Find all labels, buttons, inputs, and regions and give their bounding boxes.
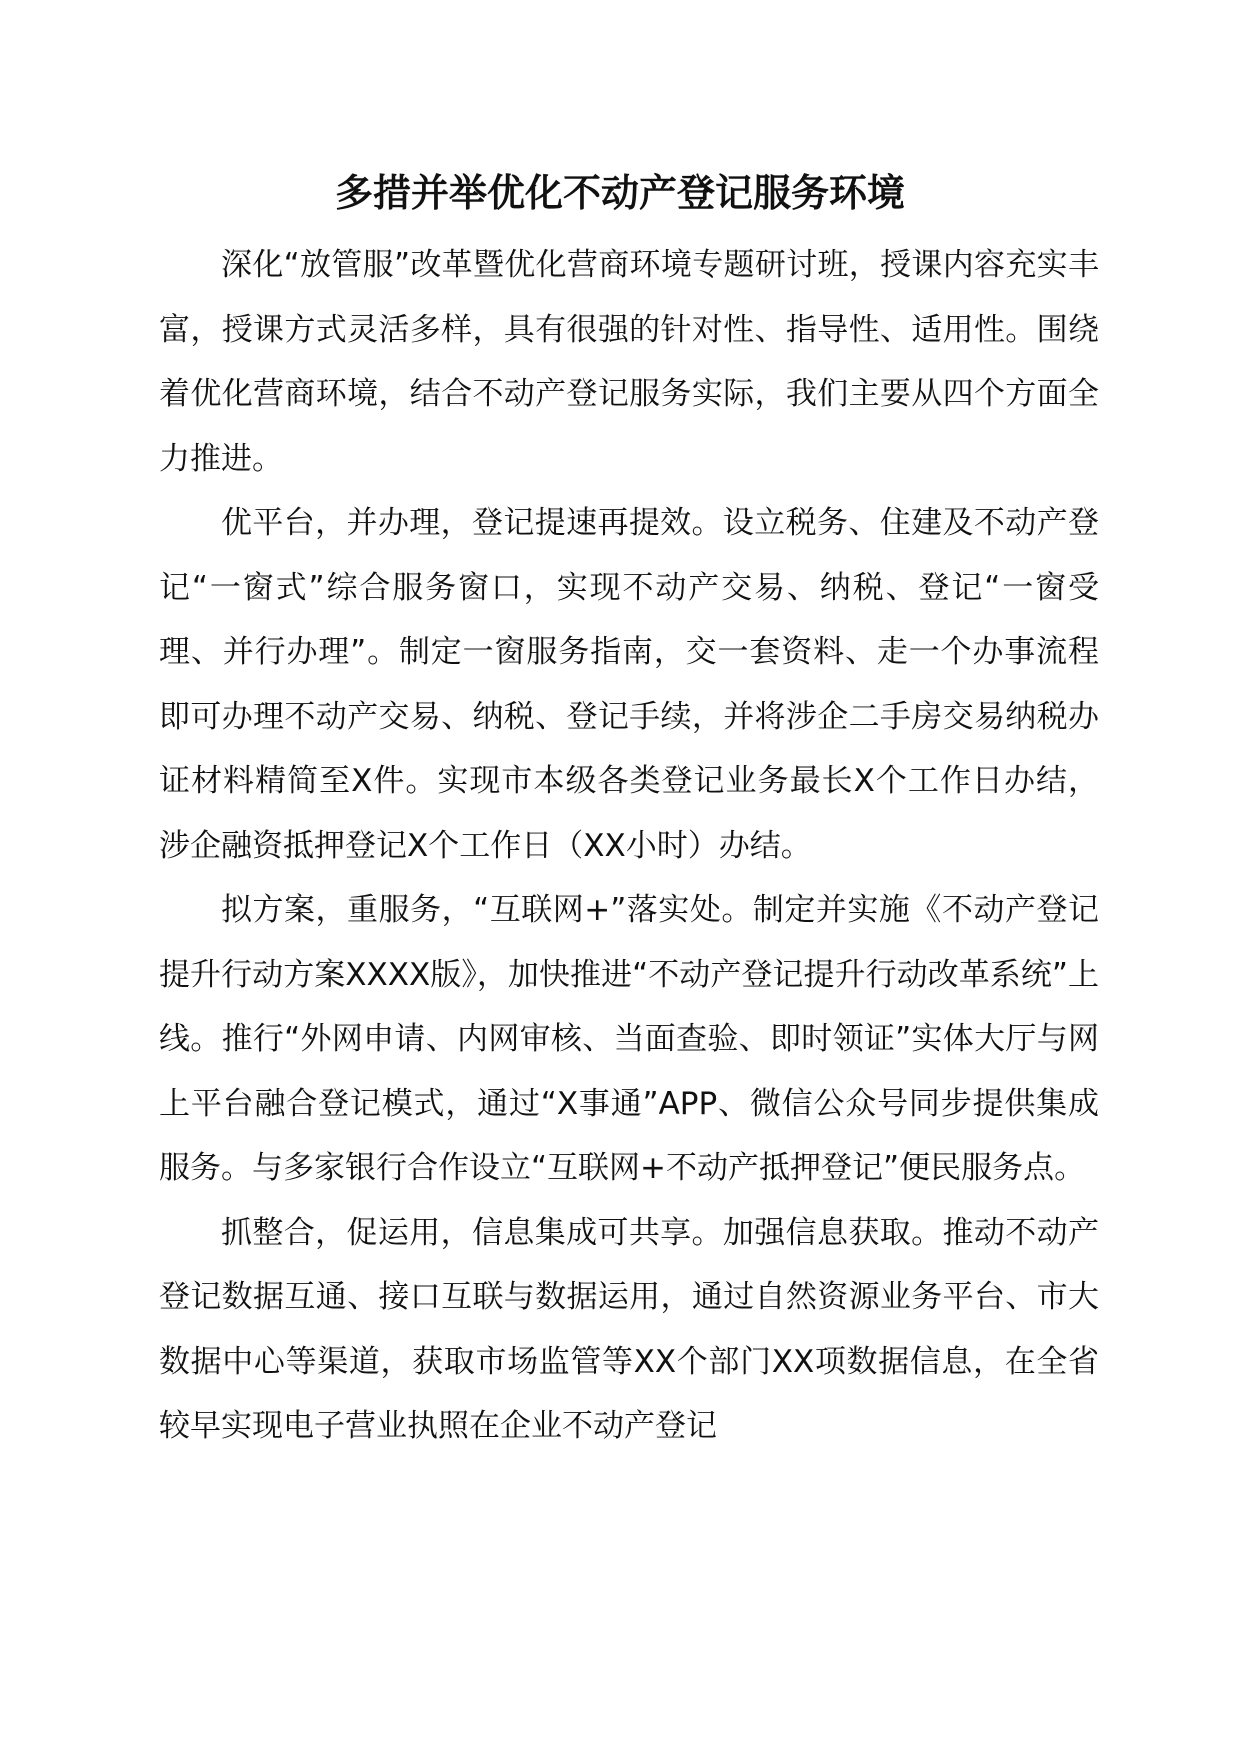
document-body [159, 233, 1099, 1459]
paragraph-intro: 深化“放管服”改革暨优化营商环境专题研讨班，授课内容充实丰富，授课方式灵活多样，具有很强的针对性、指导性、适用性。围绕着优化营商环境，结合不动产登记服务实际，我们主要从四个方面全力推进。 [159, 247, 1099, 477]
paragraph-plan-service: 拟方案，重服务，“互联网+”落实处。制定并实施《不动产登记提升行动方案XXXX版》，加快推进“不动产登记提升行动改革系统”上线。推行“外网申请、内网审核、当面查验、即时领证”实体大厅与网上平台融合登记模式，通过“X事通”APP、微信公众号同步提供集成服务。与多家银行合作设立“互联网+不动产抵押登记”便民服务点。 [159, 892, 1099, 1186]
document-title: 多措并举优化不动产登记服务环境 [334, 171, 905, 215]
paragraph-platform: 优平台，并办理，登记提速再提效。设立税务、住建及不动产登记“一窗式”综合服务窗口，实现不动产交易、纳税、登记“一窗受理、并行办理”。制定一窗服务指南，交一套资料、走一个办事流程即可办理不动产交易、纳税、登记手续，并将涉企二手房交易纳税办证材料精简至X件。实现市本级各类登记业务最长X个工作日办结，涉企融资抵押登记X个工作日（XX小时）办结。 [159, 505, 1099, 864]
paragraph-integration: 抓整合，促运用，信息集成可共享。加强信息获取。推动不动产登记数据互通、接口互联与数据运用，通过自然资源业务平台、市大数据中心等渠道，获取市场监管等XX个部门XX项数据信息，在全省较早实现电子营业执照在企业不动产登记 [159, 1214, 1099, 1444]
